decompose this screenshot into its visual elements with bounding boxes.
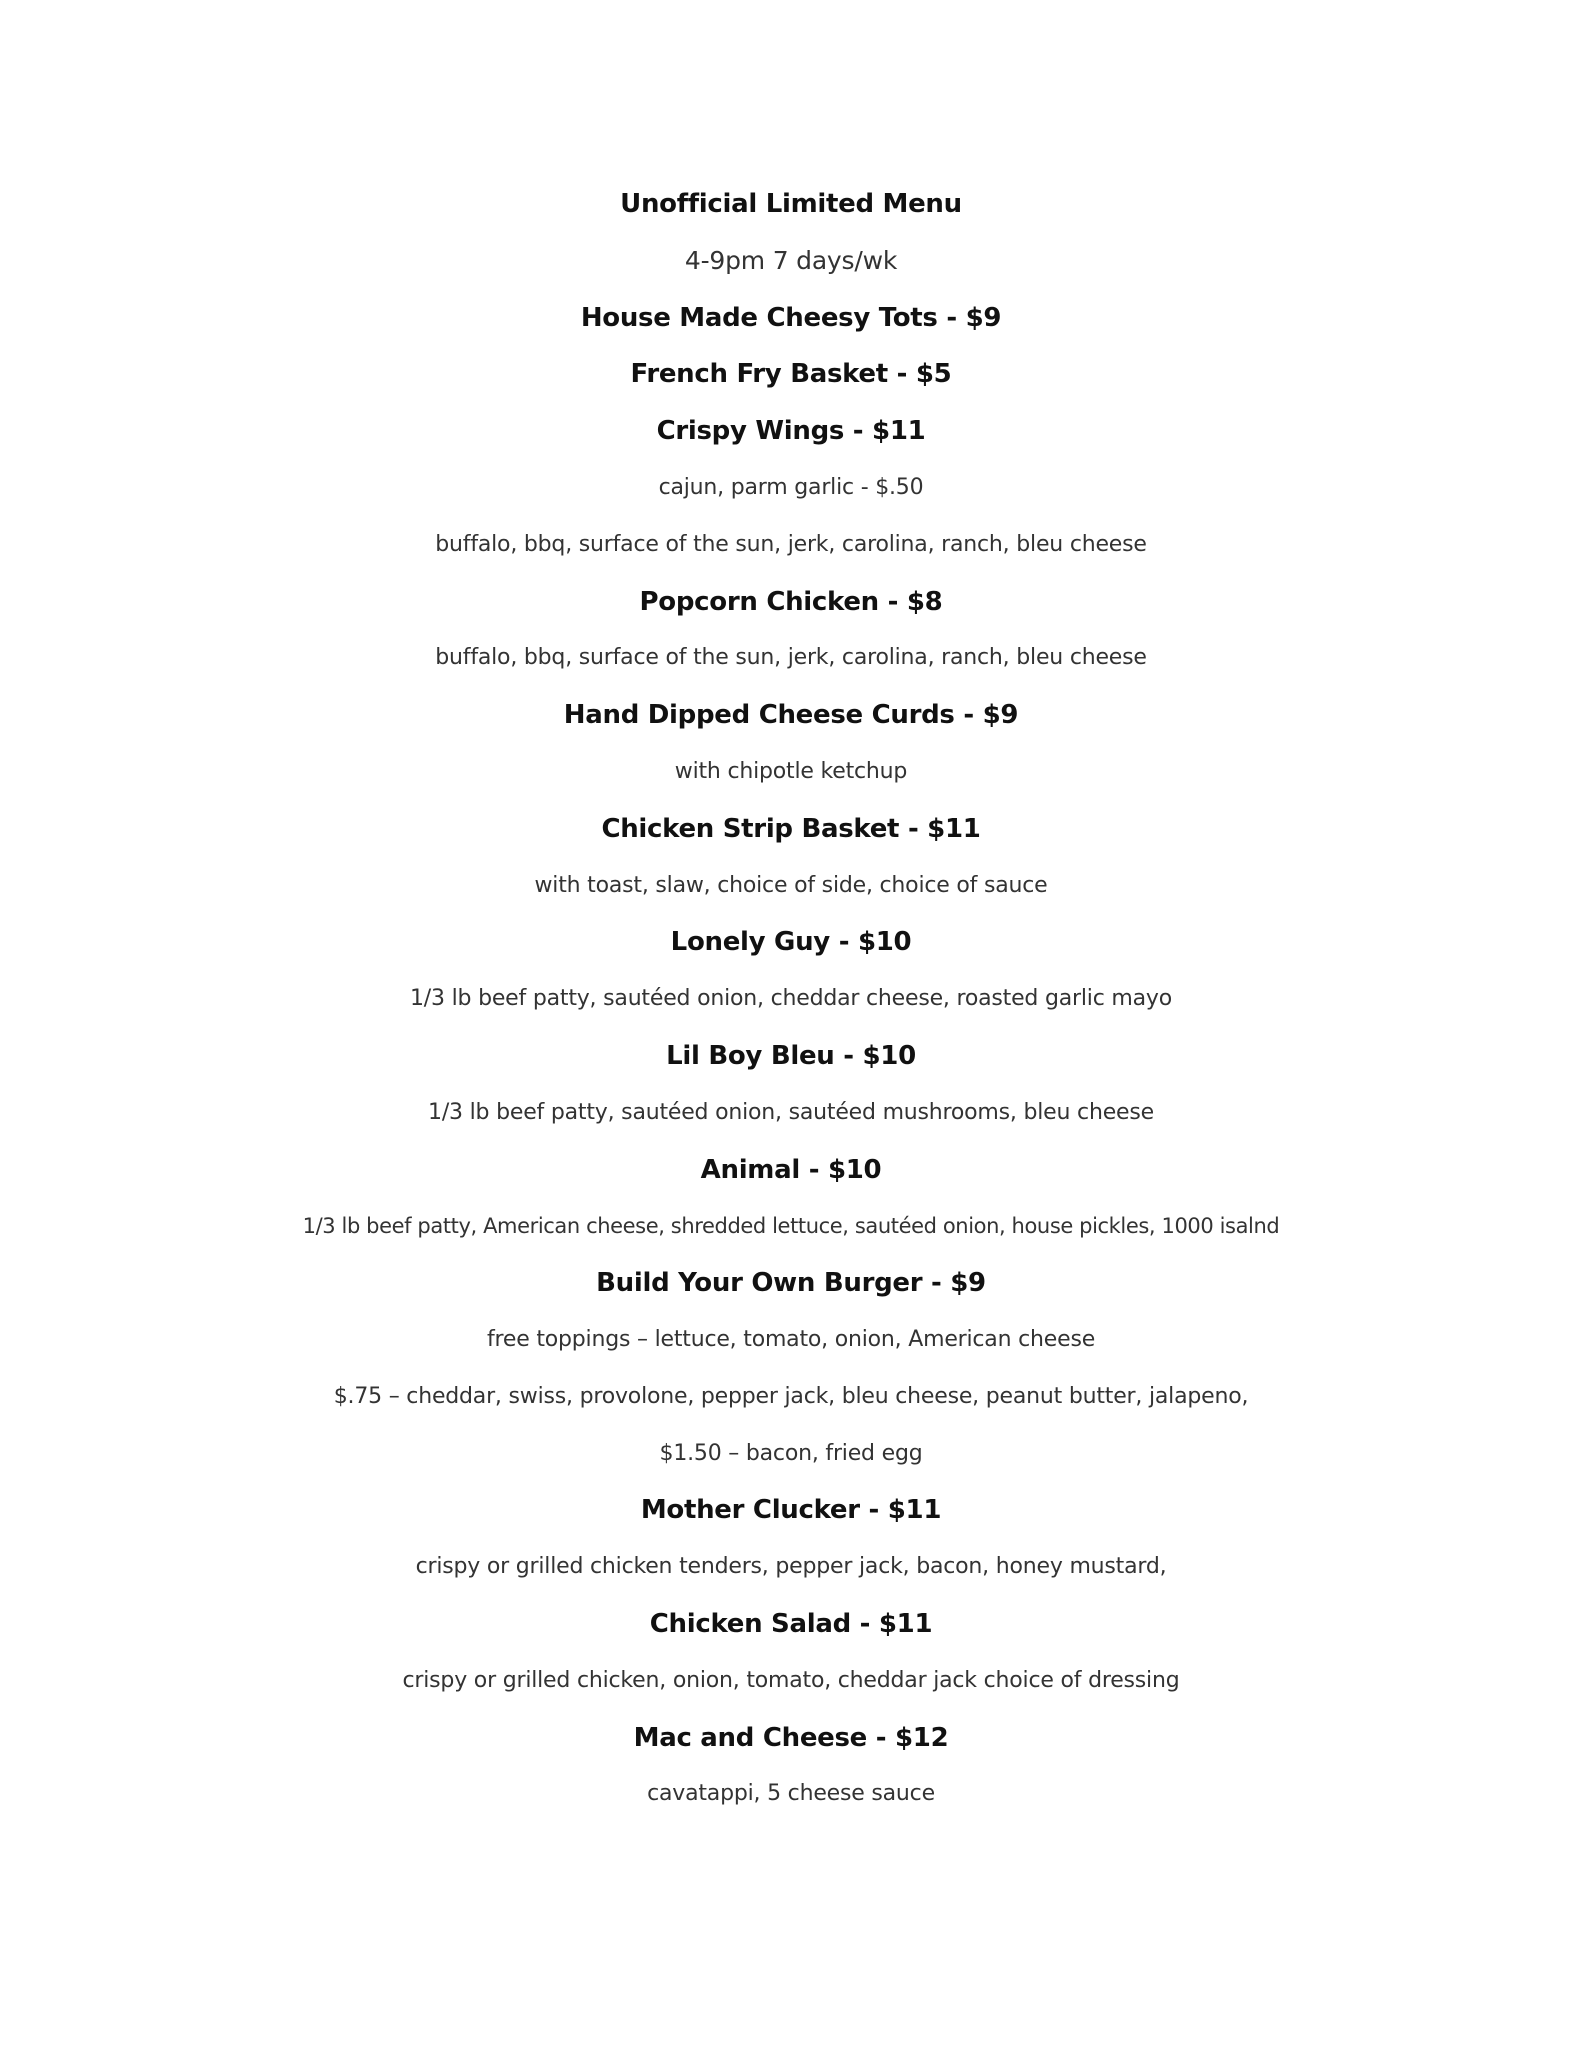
menu-item-cheesy-tots: House Made Cheesy Tots - $9 <box>580 302 1002 333</box>
menu-item-description: cavatappi, 5 cheese sauce <box>647 1781 935 1807</box>
menu-item-description: crispy or grilled chicken, onion, tomato, cheddar jack choice of dressing <box>402 1667 1180 1693</box>
menu-item-description: buffalo, bbq, surface of the sun, jerk, carolina, ranch, bleu cheese <box>435 531 1147 557</box>
menu-item-chicken-salad: Chicken Salad - $11 <box>649 1608 933 1639</box>
menu-item-french-fry-basket: French Fry Basket - $5 <box>630 359 952 390</box>
menu-item-description: cajun, parm garlic - $.50 <box>658 474 924 500</box>
menu-item-animal: Animal - $10 <box>700 1154 882 1185</box>
menu-list <box>0 176 1582 1823</box>
menu-item-lil-boy-bleu: Lil Boy Bleu - $10 <box>666 1040 916 1071</box>
menu-item-mac-and-cheese: Mac and Cheese - $12 <box>633 1722 949 1753</box>
menu-item-description: 1/3 lb beef patty, sautéed onion, cheddar cheese, roasted garlic mayo <box>410 986 1172 1012</box>
menu-item-description: $1.50 – bacon, fried egg <box>659 1440 923 1466</box>
menu-item-description: crispy or grilled chicken tenders, pepper jack, bacon, honey mustard, <box>415 1554 1167 1580</box>
menu-item-description: 1/3 lb beef patty, sautéed onion, sautéed mushrooms, bleu cheese <box>428 1099 1154 1125</box>
menu-item-lonely-guy: Lonely Guy - $10 <box>670 927 912 958</box>
menu-title: Unofficial Limited Menu <box>620 189 962 219</box>
menu-item-description: $.75 – cheddar, swiss, provolone, pepper jack, bleu cheese, peanut butter, jalapeno, <box>333 1383 1249 1409</box>
menu-item-description: with toast, slaw, choice of side, choice of sauce <box>534 872 1048 898</box>
menu-item-cheese-curds: Hand Dipped Cheese Curds - $9 <box>563 700 1019 731</box>
menu-item-popcorn-chicken: Popcorn Chicken - $8 <box>639 586 943 617</box>
menu-item-description: with chipotle ketchup <box>674 758 908 784</box>
menu-item-description: buffalo, bbq, surface of the sun, jerk, carolina, ranch, bleu cheese <box>435 645 1147 671</box>
menu-item-crispy-wings: Crispy Wings - $11 <box>656 416 926 447</box>
menu-item-description: free toppings – lettuce, tomato, onion, American cheese <box>486 1326 1096 1352</box>
menu-hours: 4-9pm 7 days/wk <box>684 245 898 275</box>
menu-item-description: 1/3 lb beef patty, American cheese, shredded lettuce, sautéed onion, house pickles, 1000 isalnd <box>302 1214 1280 1239</box>
menu-item-chicken-strip-basket: Chicken Strip Basket - $11 <box>601 813 981 844</box>
menu-item-mother-clucker: Mother Clucker - $11 <box>640 1495 942 1526</box>
menu-item-build-your-own-burger: Build Your Own Burger - $9 <box>596 1268 986 1299</box>
